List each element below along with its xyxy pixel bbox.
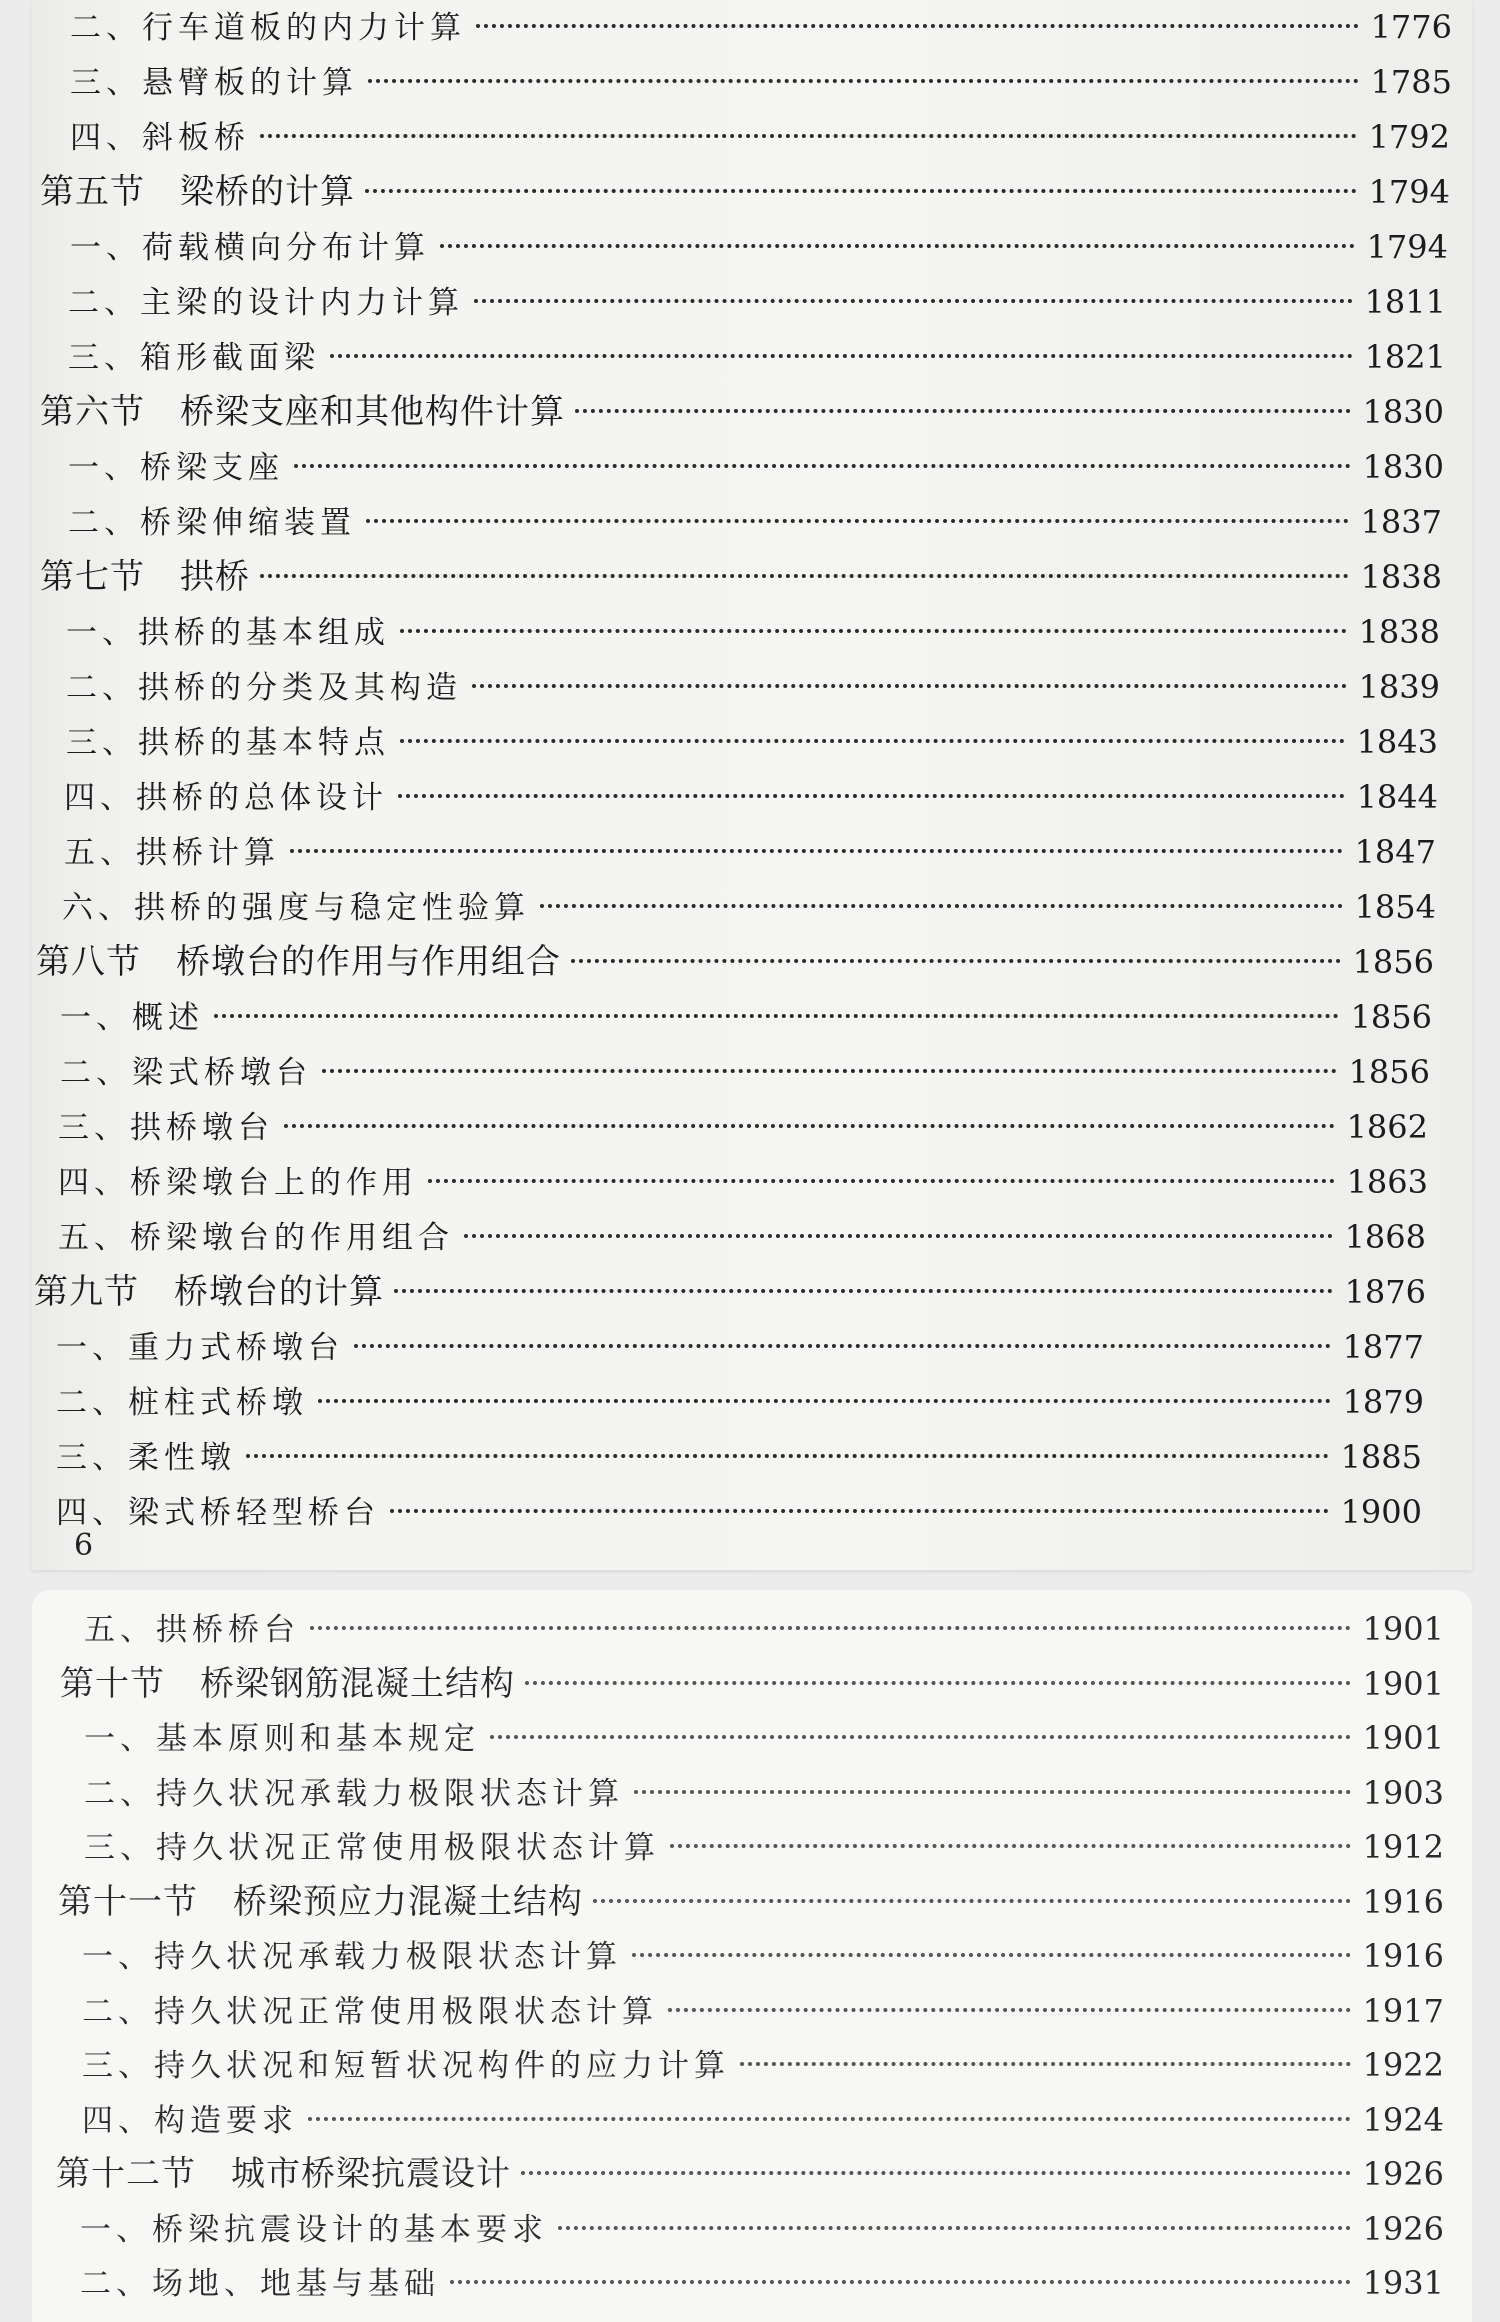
toc-subsection-entry (32, 880, 1436, 935)
dot-leader (400, 629, 1347, 633)
toc-entry-title: 第十一节 桥梁预应力混凝土结构 (58, 1881, 583, 1922)
toc-entry-title: 二、桥梁伸缩装置 (68, 505, 356, 541)
toc-section-entry (32, 935, 1434, 990)
toc-subsection-entry (32, 1766, 1444, 1821)
toc-entry-page-number: 1792 (1368, 118, 1450, 156)
toc-section-entry (32, 2147, 1444, 2202)
dot-leader (368, 79, 1359, 83)
dot-leader (575, 409, 1351, 413)
toc-subsection-entry (32, 1984, 1444, 2039)
dot-leader (290, 849, 1343, 853)
toc-entry-page-number: 1917 (1362, 1991, 1444, 2030)
toc-entry-page-number: 1924 (1362, 2100, 1444, 2139)
toc-entry-page-number: 1776 (1370, 8, 1452, 46)
toc-entry-title: 三、悬臂板的计算 (70, 65, 358, 101)
toc-entry-page-number: 1794 (1366, 228, 1448, 266)
toc-list-lower (32, 1590, 1472, 2311)
toc-entry-page-number: 1856 (1350, 998, 1432, 1036)
dot-leader (354, 1344, 1331, 1348)
toc-entry-title: 二、主梁的设计内力计算 (68, 285, 464, 321)
toc-subsection-entry (32, 1430, 1422, 1485)
toc-page-lower (32, 1590, 1472, 2322)
toc-entry-title: 二、桩柱式桥墩 (56, 1385, 308, 1421)
dot-leader (464, 1234, 1333, 1238)
toc-subsection-entry (32, 1100, 1428, 1155)
toc-entry-title: 一、基本原则和基本规定 (84, 1721, 480, 1757)
toc-entry-title: 一、桥梁抗震设计的基本要求 (80, 2211, 548, 2248)
toc-entry-page-number: 1838 (1358, 613, 1440, 651)
toc-entry-page-number: 1862 (1346, 1108, 1428, 1146)
toc-subsection-entry (32, 55, 1452, 110)
dot-leader (322, 1069, 1337, 1073)
toc-entry-title: 三、柔性墩 (56, 1440, 236, 1476)
toc-entry-title: 四、桥梁墩台上的作用 (58, 1165, 418, 1201)
toc-section-entry (32, 385, 1444, 440)
toc-entry-title: 三、持久状况和短暂状况构件的应力计算 (82, 2048, 730, 2084)
toc-section-entry (32, 550, 1442, 605)
toc-entry-title: 二、梁式桥墩台 (60, 1055, 312, 1091)
toc-entry-page-number: 1901 (1362, 1664, 1444, 1703)
toc-entry-page-number: 1863 (1346, 1163, 1428, 1201)
dot-leader (390, 1509, 1329, 1513)
toc-subsection-entry (32, 1485, 1422, 1540)
dot-leader (366, 519, 1349, 523)
toc-entry-title: 第五节 梁桥的计算 (40, 172, 355, 212)
toc-subsection-entry (32, 990, 1432, 1045)
toc-entry-page-number: 1901 (1362, 1610, 1444, 1648)
dot-leader (558, 2226, 1351, 2230)
page-number: 6 (74, 1528, 94, 1563)
dot-leader (474, 299, 1353, 303)
toc-subsection-entry (32, 605, 1440, 660)
toc-subsection-entry (32, 275, 1446, 330)
toc-page-upper (32, 0, 1472, 1570)
toc-entry-page-number: 1838 (1360, 558, 1442, 596)
toc-subsection-entry (32, 1320, 1424, 1375)
toc-subsection-entry (32, 330, 1446, 385)
toc-entry-title: 五、桥梁墩台的作用组合 (58, 1220, 454, 1256)
toc-entry-page-number: 1843 (1356, 723, 1438, 761)
toc-entry-title: 三、拱桥墩台 (58, 1110, 274, 1146)
dot-leader (400, 739, 1345, 743)
toc-entry-page-number: 1811 (1364, 283, 1446, 321)
toc-subsection-entry (32, 440, 1444, 495)
toc-section-entry (32, 1875, 1444, 1930)
dot-leader (540, 904, 1343, 908)
toc-subsection-entry (32, 2038, 1444, 2093)
dot-leader (394, 1289, 1333, 1293)
toc-subsection-entry (32, 1375, 1424, 1430)
toc-entry-title: 二、场地、地基与基础 (80, 2266, 440, 2302)
dot-leader (740, 2062, 1351, 2066)
dot-leader (668, 2008, 1351, 2012)
dot-leader (472, 684, 1347, 688)
toc-entry-title: 第九节 桥墩台的计算 (34, 1272, 384, 1312)
dot-leader (571, 959, 1341, 963)
toc-entry-title: 第十二节 城市桥梁抗震设计 (56, 2154, 511, 2194)
toc-entry-page-number: 1931 (1362, 2264, 1444, 2302)
toc-entry-title: 一、荷载横向分布计算 (70, 230, 430, 266)
dot-leader (260, 574, 1349, 578)
toc-entry-page-number: 1916 (1362, 1937, 1444, 1975)
toc-subsection-entry (32, 2093, 1444, 2148)
dot-leader (490, 1735, 1351, 1739)
toc-entry-page-number: 1868 (1344, 1218, 1426, 1256)
toc-entry-title: 第七节 拱桥 (40, 557, 250, 597)
toc-subsection-entry (32, 2202, 1444, 2257)
toc-entry-title: 四、斜板桥 (70, 120, 250, 156)
toc-entry-title: 四、拱桥的总体设计 (64, 780, 388, 816)
toc-subsection-entry (32, 1602, 1444, 1657)
toc-entry-title: 一、概述 (60, 1000, 204, 1036)
toc-subsection-entry (32, 1045, 1430, 1100)
dot-leader (330, 354, 1353, 358)
toc-list-upper (32, 0, 1472, 1540)
toc-entry-title: 三、箱形截面梁 (68, 340, 320, 376)
dot-leader (246, 1454, 1329, 1458)
dot-leader (450, 2280, 1351, 2284)
dot-leader (440, 244, 1355, 248)
toc-entry-title: 六、拱桥的强度与稳定性验算 (62, 890, 530, 926)
dot-leader (634, 1790, 1351, 1794)
toc-entry-page-number: 1839 (1358, 668, 1440, 706)
toc-entry-title: 一、拱桥的基本组成 (66, 615, 390, 651)
toc-entry-page-number: 1785 (1370, 63, 1452, 101)
toc-entry-page-number: 1830 (1362, 393, 1444, 431)
toc-entry-page-number: 1854 (1354, 888, 1436, 926)
toc-section-entry (32, 1657, 1444, 1712)
toc-entry-title: 第六节 桥梁支座和其他构件计算 (40, 392, 565, 432)
toc-subsection-entry (32, 2256, 1444, 2311)
dot-leader (294, 464, 1351, 468)
dot-leader (521, 2171, 1351, 2175)
dot-leader (318, 1399, 1331, 1403)
toc-entry-title: 一、重力式桥墩台 (56, 1330, 344, 1366)
dot-leader (365, 189, 1357, 193)
toc-entry-page-number: 1926 (1362, 2209, 1444, 2248)
toc-entry-page-number: 1847 (1354, 833, 1436, 871)
toc-entry-title: 三、持久状况正常使用极限状态计算 (84, 1830, 660, 1866)
toc-entry-page-number: 1876 (1344, 1273, 1426, 1311)
dot-leader (310, 1626, 1351, 1630)
dot-leader (428, 1179, 1335, 1183)
dot-leader (632, 1953, 1351, 1957)
toc-entry-title: 五、拱桥桥台 (84, 1612, 300, 1648)
toc-entry-title: 五、拱桥计算 (64, 835, 280, 871)
toc-entry-title: 二、持久状况承载力极限状态计算 (84, 1775, 624, 1812)
toc-subsection-entry (32, 1155, 1428, 1210)
dot-leader (670, 1844, 1351, 1848)
toc-subsection-entry (32, 715, 1438, 770)
toc-entry-title: 二、持久状况正常使用极限状态计算 (82, 1993, 658, 2030)
toc-entry-title: 一、持久状况承载力极限状态计算 (82, 1939, 622, 1975)
toc-entry-title: 四、构造要求 (82, 2102, 298, 2139)
toc-entry-title: 二、行车道板的内力计算 (70, 10, 466, 46)
toc-entry-page-number: 1922 (1362, 2046, 1444, 2084)
toc-entry-page-number: 1903 (1362, 1773, 1444, 1812)
toc-subsection-entry (32, 770, 1438, 825)
toc-subsection-entry (32, 660, 1440, 715)
toc-subsection-entry (32, 1210, 1426, 1265)
toc-entry-page-number: 1856 (1348, 1053, 1430, 1091)
toc-entry-title: 第十节 桥梁钢筋混凝土结构 (60, 1663, 515, 1704)
toc-entry-title: 三、拱桥的基本特点 (66, 725, 390, 761)
dot-leader (593, 1899, 1351, 1903)
toc-subsection-entry (32, 1929, 1444, 1984)
toc-entry-page-number: 1926 (1362, 2155, 1444, 2193)
dot-leader (284, 1124, 1335, 1128)
dot-leader (214, 1014, 1339, 1018)
toc-entry-page-number: 1900 (1340, 1493, 1422, 1531)
dot-leader (525, 1681, 1351, 1685)
toc-entry-page-number: 1821 (1364, 338, 1446, 376)
toc-entry-title: 一、桥梁支座 (68, 450, 284, 486)
toc-entry-title: 四、梁式桥轻型桥台 (56, 1495, 380, 1531)
toc-entry-page-number: 1912 (1362, 1828, 1444, 1866)
toc-subsection-entry (32, 495, 1442, 550)
toc-entry-page-number: 1879 (1342, 1383, 1424, 1421)
toc-entry-page-number: 1794 (1368, 173, 1450, 211)
toc-entry-page-number: 1830 (1362, 448, 1444, 486)
toc-subsection-entry (32, 110, 1450, 165)
toc-entry-title: 第八节 桥墩台的作用与作用组合 (36, 942, 561, 982)
toc-section-entry (32, 1265, 1426, 1320)
dot-leader (476, 24, 1359, 28)
toc-entry-page-number: 1885 (1340, 1438, 1422, 1476)
toc-section-entry (32, 165, 1450, 220)
dot-leader (308, 2117, 1351, 2121)
toc-subsection-entry (32, 825, 1436, 880)
toc-entry-page-number: 1901 (1362, 1719, 1444, 1757)
toc-entry-page-number: 1877 (1342, 1328, 1424, 1366)
dot-leader (398, 794, 1345, 798)
dot-leader (260, 134, 1357, 138)
toc-subsection-entry (32, 1820, 1444, 1875)
toc-entry-page-number: 1916 (1362, 1882, 1444, 1921)
toc-entry-page-number: 1837 (1360, 503, 1442, 541)
toc-subsection-entry (32, 1711, 1444, 1766)
toc-entry-title: 二、拱桥的分类及其构造 (66, 670, 462, 706)
toc-entry-page-number: 1856 (1352, 943, 1434, 981)
toc-entry-page-number: 1844 (1356, 778, 1438, 816)
toc-subsection-entry (32, 220, 1448, 275)
toc-subsection-entry (32, 0, 1452, 55)
